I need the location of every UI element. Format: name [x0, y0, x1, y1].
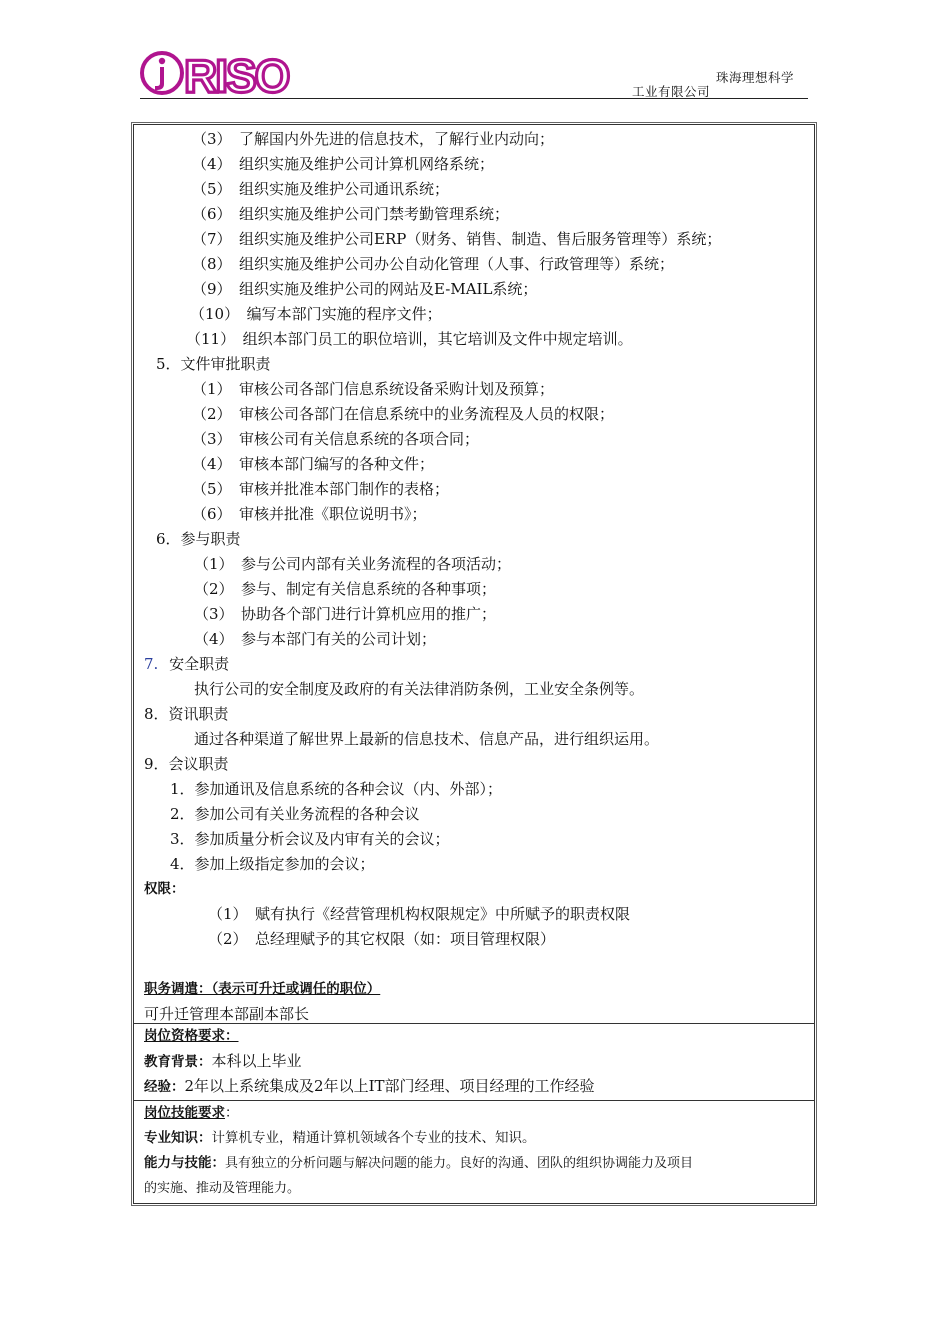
job-description-table	[133, 124, 815, 1204]
education-label: 教育背景：	[144, 1054, 212, 1070]
list-item: （10） 编写本部门实施的程序文件；	[190, 305, 442, 323]
list-item: （4） 组织实施及维护公司计算机网络系统；	[192, 155, 495, 173]
ability-label: 能力与技能：	[144, 1155, 225, 1171]
list-item: （4） 参与本部门有关的公司计划；	[194, 630, 437, 648]
list-item: （11） 组织本部门员工的职位培训，其它培训及文件中规定培训。	[186, 330, 633, 348]
list-item: 3．参加质量分析会议及内审有关的会议；	[170, 830, 450, 848]
section8-title: 8．资讯职责	[144, 705, 229, 723]
list-item: （6） 审核并批准《职位说明书》；	[192, 505, 427, 523]
header-divider	[140, 98, 808, 99]
experience-row	[134, 1074, 814, 1099]
list-item: （7） 组织实施及维护公司ERP（财务、销售、制造、售后服务管理等）系统；	[192, 230, 722, 248]
skills-title-row	[134, 1101, 814, 1126]
skills-title: 岗位技能要求	[144, 1105, 225, 1121]
list-item: （8） 组织实施及维护公司办公自动化管理（人事、行政管理等）系统；	[192, 255, 675, 273]
knowledge-label: 专业知识：	[144, 1130, 212, 1146]
transfer-label: 职务调遣：（表示可升迁或调任的职位）	[144, 981, 381, 997]
list-item: （1） 赋有执行《经营管理机构权限规定》中所赋予的职责权限	[208, 905, 631, 923]
duties-cell	[134, 125, 814, 1024]
list-item: （9） 组织实施及维护公司的网站及E-MAIL系统；	[192, 280, 538, 298]
list-item: （1） 审核公司各部门信息系统设备采购计划及预算；	[192, 380, 555, 398]
knowledge-value: 计算机专业，精通计算机领域各个专业的技术、知识。	[211, 1130, 536, 1146]
ability-value-line1: 具有独立的分析问题与解决问题的能力。良好的沟通、团队的组织协调能力及项目	[225, 1156, 694, 1171]
list-item: （1） 参与公司内部有关业务流程的各项活动；	[194, 555, 512, 573]
qualification-title: 岗位资格要求：	[144, 1028, 239, 1044]
education-value: 本科以上毕业	[211, 1052, 302, 1070]
list-item: （3） 协助各个部门进行计算机应用的推广；	[194, 605, 497, 623]
spacer	[134, 952, 814, 977]
company-name-line2: 工业有限公司	[632, 84, 711, 99]
list-item: 1．参加通讯及信息系统的各种会议（内、外部）；	[170, 780, 503, 798]
ability-row	[134, 1151, 814, 1176]
skills-cell	[134, 1101, 814, 1203]
experience-label: 经验：	[144, 1079, 185, 1095]
transfer-text: 可升迁管理本部副本部长	[144, 1005, 310, 1023]
section7-title	[134, 652, 814, 677]
authority-label: 权限：	[144, 881, 185, 897]
section7-text: 执行公司的安全制度及政府的有关法律消防条例，工业安全条例等。	[194, 680, 645, 698]
list-item: （2） 总经理赋予的其它权限（如：项目管理权限）	[208, 930, 556, 948]
section8-text: 通过各种渠道了解世界上最新的信息技术、信息产品，进行组织运用。	[194, 730, 660, 748]
list-item: （4） 审核本部门编写的各种文件；	[192, 455, 435, 473]
section9-title: 9．会议职责	[144, 755, 229, 773]
list-item: 2．参加公司有关业务流程的各种会议	[170, 805, 420, 823]
education-row	[134, 1049, 814, 1074]
knowledge-row	[134, 1126, 814, 1151]
company-name-line1: 珠海理想科学	[715, 70, 794, 85]
qualification-cell	[134, 1024, 814, 1101]
list-item: （2） 审核公司各部门在信息系统中的业务流程及人员的权限；	[192, 405, 615, 423]
section7-number: 7.	[144, 655, 159, 673]
list-item: （3） 审核公司有关信息系统的各项合同；	[192, 430, 480, 448]
list-item: （3） 了解国内外先进的信息技术，了解行业内动向；	[192, 130, 555, 148]
list-item: 4．参加上级指定参加的会议；	[170, 855, 375, 873]
list-item: （5） 组织实施及维护公司通讯系统；	[192, 180, 450, 198]
list-item: （2） 参与、制定有关信息系统的各种事项；	[194, 580, 497, 598]
list-item: （6） 组织实施及维护公司门禁考勤管理系统；	[192, 205, 510, 223]
section6-title: 6．参与职责	[156, 530, 241, 548]
section4-items	[134, 125, 814, 352]
experience-value: 2年以上系统集成及2年以上IT部门经理、项目经理的工作经验	[184, 1077, 595, 1095]
section5-title: 5．文件审批职责	[156, 355, 271, 373]
ability-value-line2: 的实施、推动及管理能力。	[144, 1181, 301, 1196]
svg-text:RISO: RISO	[184, 50, 289, 98]
section7-label: 安全职责	[169, 655, 230, 673]
skills-title-suffix: ：	[225, 1105, 239, 1121]
list-item: （5） 审核并批准本部门制作的表格；	[192, 480, 450, 498]
riso-logo	[140, 48, 300, 98]
page-header	[140, 48, 808, 100]
